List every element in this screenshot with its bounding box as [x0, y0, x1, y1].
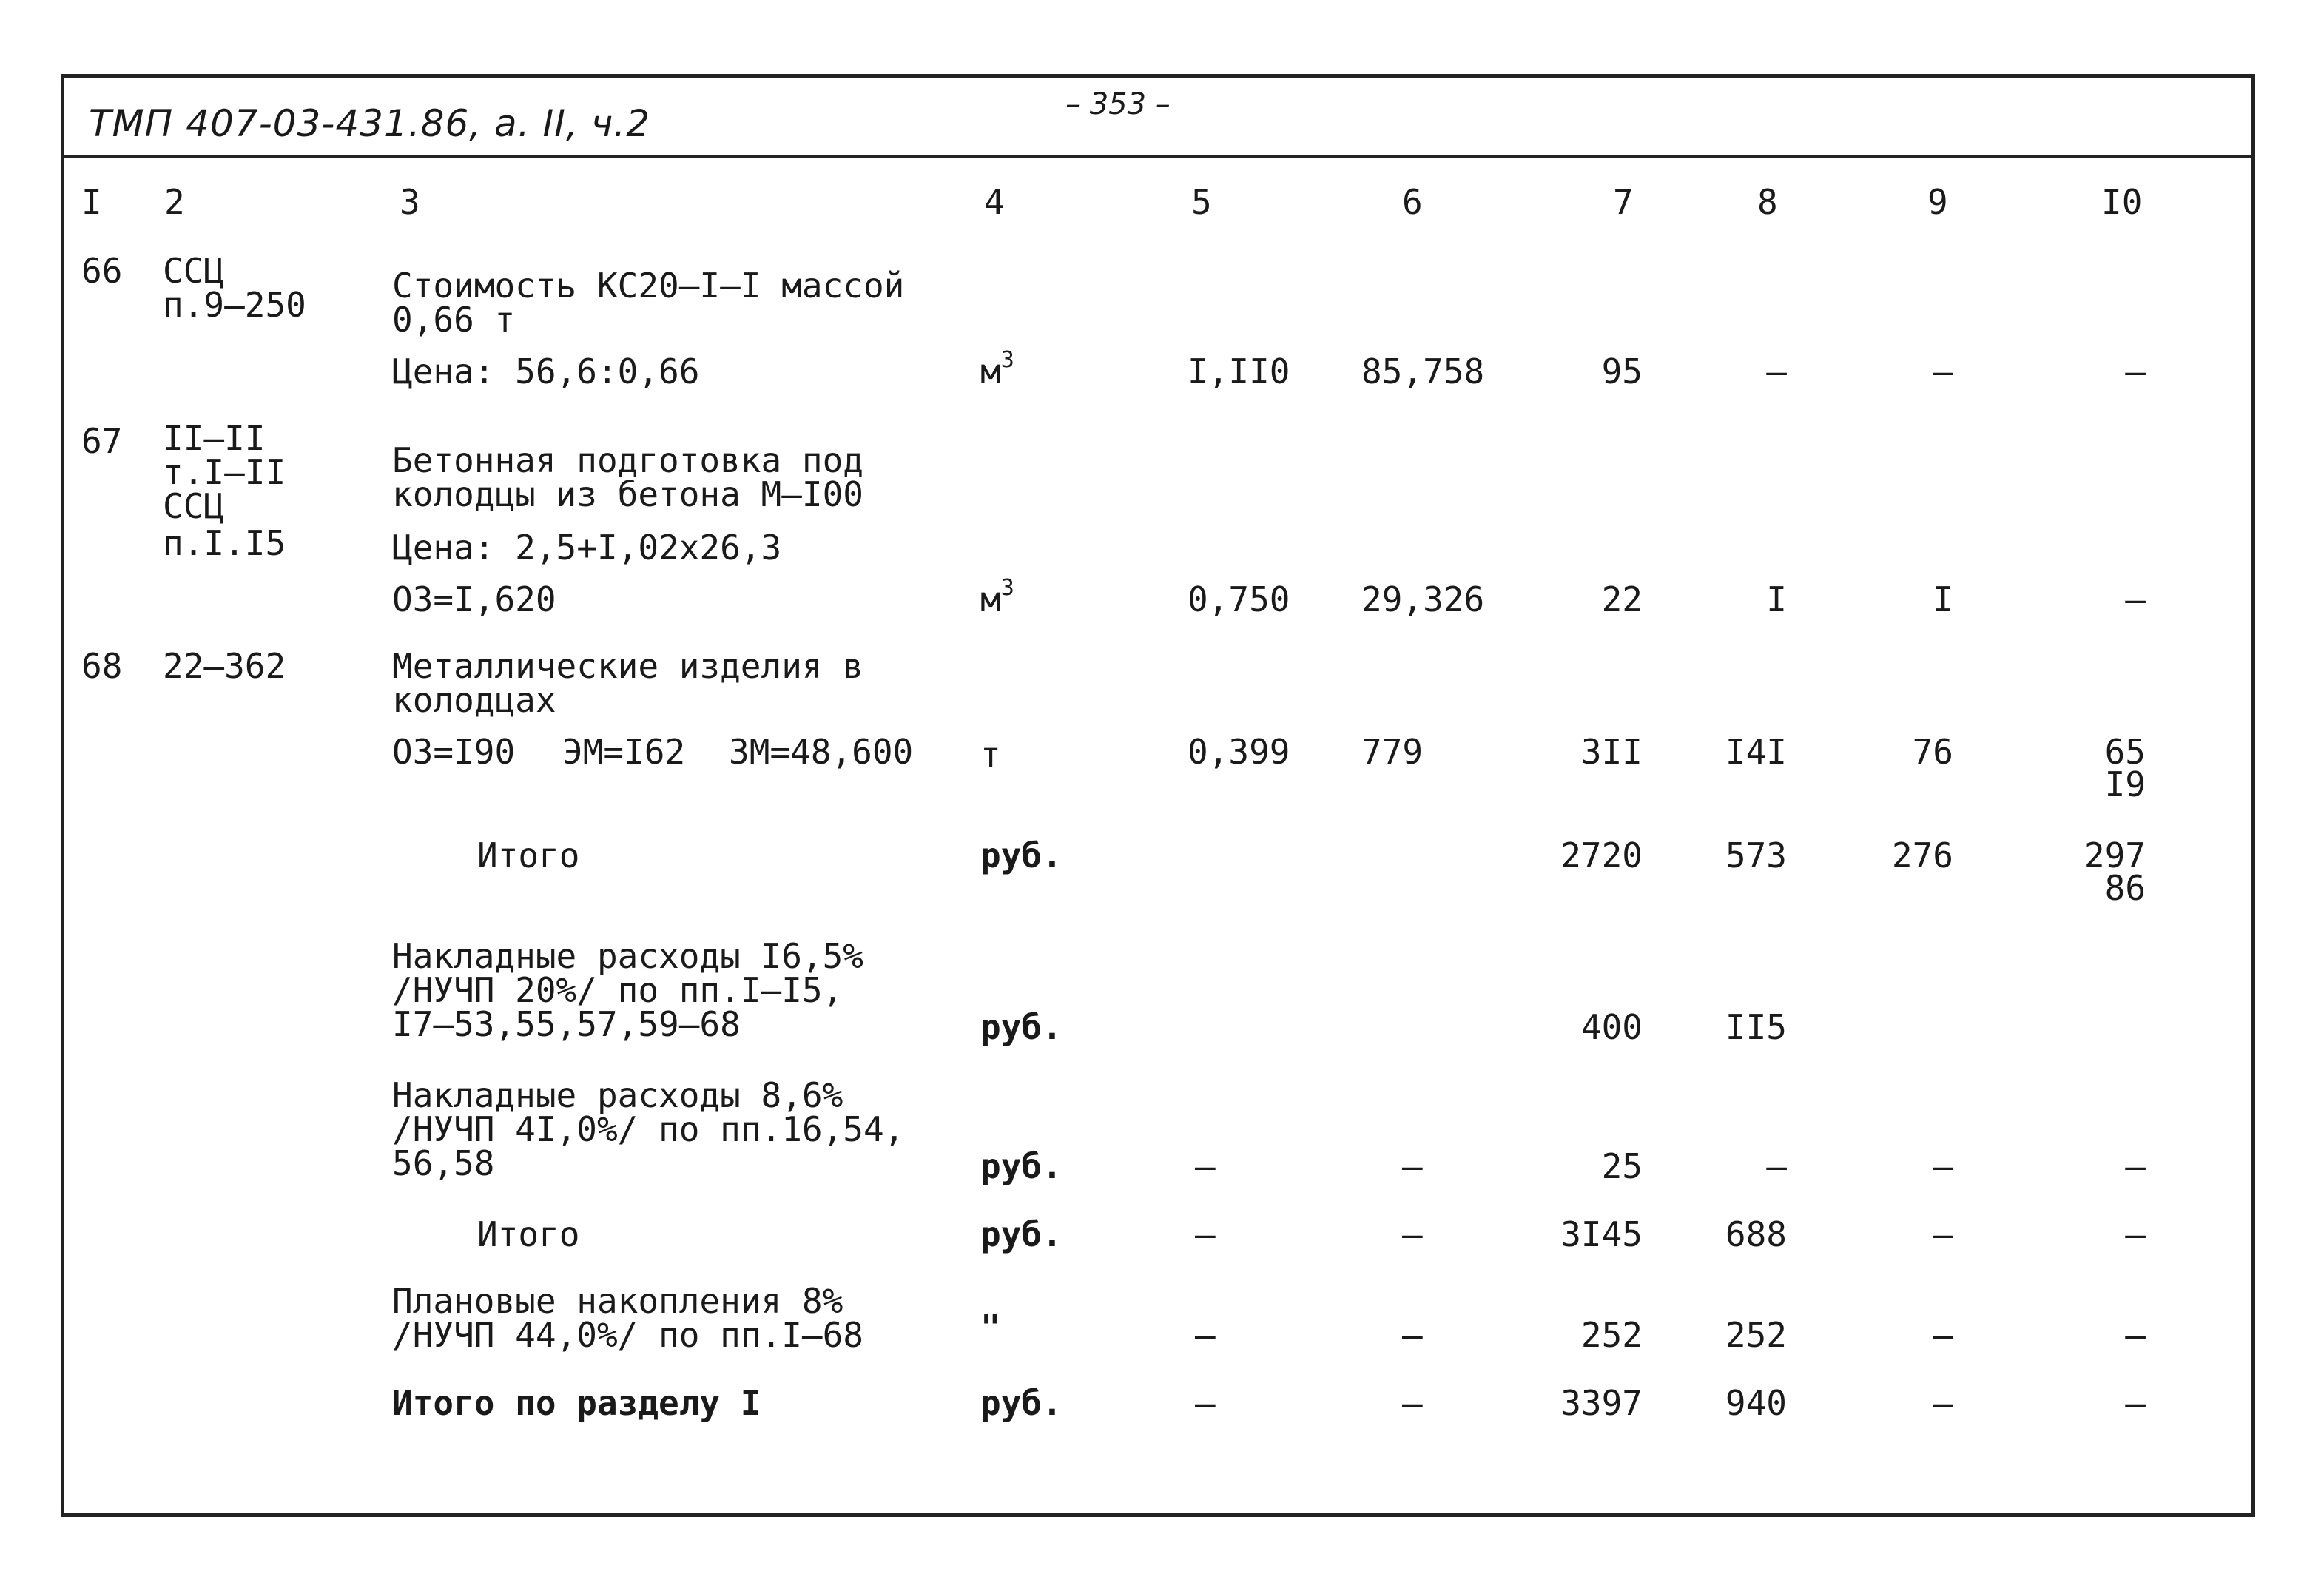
overhead-1-unit: руб.	[980, 1007, 1062, 1047]
row-67-unit: $м^3$	[980, 575, 1014, 619]
total-col6: –	[1402, 1214, 1423, 1254]
section-total-unit: руб.	[980, 1383, 1062, 1423]
row-67-description: колодцы из бетона М–I00	[392, 474, 863, 514]
row-67-col9: I	[1933, 579, 1953, 619]
subtotal-label: Итого	[477, 835, 580, 875]
overhead-1-description: /НУЧП 20%/ по пп.I–I5,	[392, 970, 843, 1010]
section-total-col10: –	[2125, 1383, 2146, 1423]
overhead-2-description: Накладные расходы 8,6%	[392, 1075, 843, 1115]
total-unit: руб.	[980, 1214, 1062, 1254]
row-67-number: 67	[81, 421, 123, 461]
planned-savings-col10: –	[2125, 1315, 2146, 1355]
document-code: ТМП 407-03-431.86, а. II, ч.2	[89, 102, 651, 145]
col-num-10: I0	[2101, 182, 2143, 222]
section-total-col5: –	[1195, 1383, 1216, 1423]
row-68-number: 68	[81, 646, 123, 686]
overhead-2-col8: –	[1766, 1146, 1787, 1186]
row-66-price: Цена: 56,6:0,66	[392, 352, 700, 391]
row-67-code: II–II	[163, 418, 266, 458]
row-66-col9: –	[1933, 352, 1953, 391]
header-divider	[61, 155, 2255, 158]
row-68-col8: I4I	[1725, 732, 1787, 772]
planned-savings-col7: 252	[1580, 1315, 1643, 1355]
row-68-description: колодцах	[392, 680, 556, 720]
table-frame	[61, 74, 2255, 1517]
planned-savings-col9: –	[1933, 1315, 1953, 1355]
row-66-code: п.9–250	[163, 285, 306, 325]
row-67-total: 22	[1601, 579, 1643, 619]
row-66-col8: –	[1766, 352, 1787, 391]
row-66-unit-cost: 85,758	[1361, 352, 1485, 391]
planned-savings-col8: 252	[1725, 1315, 1787, 1355]
total-col9: –	[1933, 1214, 1953, 1254]
row-67-code: ССЦ	[163, 486, 225, 526]
col-num-6: 6	[1402, 182, 1423, 222]
planned-savings-description: /НУЧП 44,0%/ по пп.I–68	[392, 1315, 863, 1355]
subtotal-unit: руб.	[980, 835, 1062, 875]
col-num-8: 8	[1757, 182, 1778, 222]
row-68-col10: I9	[2104, 764, 2146, 804]
row-68-zm: ЗМ=48,600	[729, 732, 914, 772]
row-68-code: 22–362	[163, 646, 286, 686]
total-col7: 3I45	[1560, 1214, 1643, 1254]
row-67-col8: I	[1766, 579, 1787, 619]
row-66-total: 95	[1601, 352, 1643, 391]
row-67-price: Цена: 2,5+I,02х26,3	[392, 528, 782, 568]
row-68-oz: ОЗ=I90	[392, 732, 516, 772]
section-total-col6: –	[1402, 1383, 1423, 1423]
row-67-col10: –	[2125, 579, 2146, 619]
row-68-em: ЭМ=I62	[562, 732, 686, 772]
row-66-number: 66	[81, 251, 123, 291]
total-col8: 688	[1725, 1214, 1787, 1254]
overhead-1-description: I7–53,55,57,59–68	[392, 1004, 741, 1044]
row-66-code: ССЦ	[163, 251, 225, 291]
overhead-2-col10: –	[2125, 1146, 2146, 1186]
row-66-col10: –	[2125, 352, 2146, 391]
col-num-3: 3	[400, 182, 420, 222]
row-67-description: Бетонная подготовка под	[392, 440, 863, 480]
row-68-description: Металлические изделия в	[392, 646, 863, 686]
overhead-2-description: 56,58	[392, 1143, 495, 1183]
section-total-col9: –	[1933, 1383, 1953, 1423]
section-total-label: Итого по разделу I	[392, 1383, 761, 1423]
overhead-1-col7: 400	[1580, 1007, 1643, 1047]
total-label: Итого	[477, 1214, 580, 1254]
total-col5: –	[1195, 1214, 1216, 1254]
row-68-col10: 65	[2104, 732, 2146, 772]
section-total-col7: 3397	[1560, 1383, 1643, 1423]
overhead-1-col8: II5	[1725, 1007, 1787, 1047]
subtotal-col10: 86	[2104, 868, 2146, 908]
row-67-code: т.I–II	[163, 452, 286, 492]
row-68-total: 3II	[1580, 732, 1643, 772]
row-67-code: п.I.I5	[163, 523, 286, 563]
col-num-9: 9	[1927, 182, 1948, 222]
planned-savings-col5: –	[1195, 1315, 1216, 1355]
overhead-2-col9: –	[1933, 1146, 1953, 1186]
overhead-2-col5: –	[1195, 1146, 1216, 1186]
row-67-quantity: 0,750	[1188, 579, 1290, 619]
subtotal-col8: 573	[1725, 835, 1787, 875]
total-col10: –	[2125, 1214, 2146, 1254]
row-66-description: Стоимость КС20–I–I массой	[392, 266, 905, 306]
row-68-unit: т	[980, 735, 1001, 775]
subtotal-col9: 276	[1891, 835, 1953, 875]
section-total-col8: 940	[1725, 1383, 1787, 1423]
planned-savings-description: Плановые накопления 8%	[392, 1281, 843, 1321]
subtotal-col7: 2720	[1560, 835, 1643, 875]
subtotal-col10: 297	[2084, 835, 2146, 875]
row-68-quantity: 0,399	[1188, 732, 1290, 772]
row-66-quantity: I,II0	[1188, 352, 1290, 391]
planned-savings-unit: "	[980, 1308, 1001, 1348]
overhead-1-description: Накладные расходы I6,5%	[392, 936, 863, 976]
overhead-2-description: /НУЧП 4I,0%/ по пп.16,54,	[392, 1109, 905, 1149]
planned-savings-col6: –	[1402, 1315, 1423, 1355]
col-num-4: 4	[984, 182, 1005, 222]
col-num-1: I	[81, 182, 102, 222]
overhead-2-unit: руб.	[980, 1146, 1062, 1186]
row-68-unit-cost: 779	[1361, 732, 1424, 772]
col-num-5: 5	[1191, 182, 1212, 222]
col-num-7: 7	[1613, 182, 1634, 222]
page-number: – 353 –	[1065, 87, 1171, 121]
col-num-2: 2	[164, 182, 185, 222]
overhead-2-col7: 25	[1601, 1146, 1643, 1186]
overhead-2-col6: –	[1402, 1146, 1423, 1186]
row-66-unit: $м^3$	[980, 347, 1014, 391]
row-67-unit-cost: 29,326	[1361, 579, 1485, 619]
row-68-col9: 76	[1912, 732, 1953, 772]
row-67-oz: ОЗ=I,620	[392, 579, 556, 619]
row-66-description: 0,66 т	[392, 300, 516, 340]
